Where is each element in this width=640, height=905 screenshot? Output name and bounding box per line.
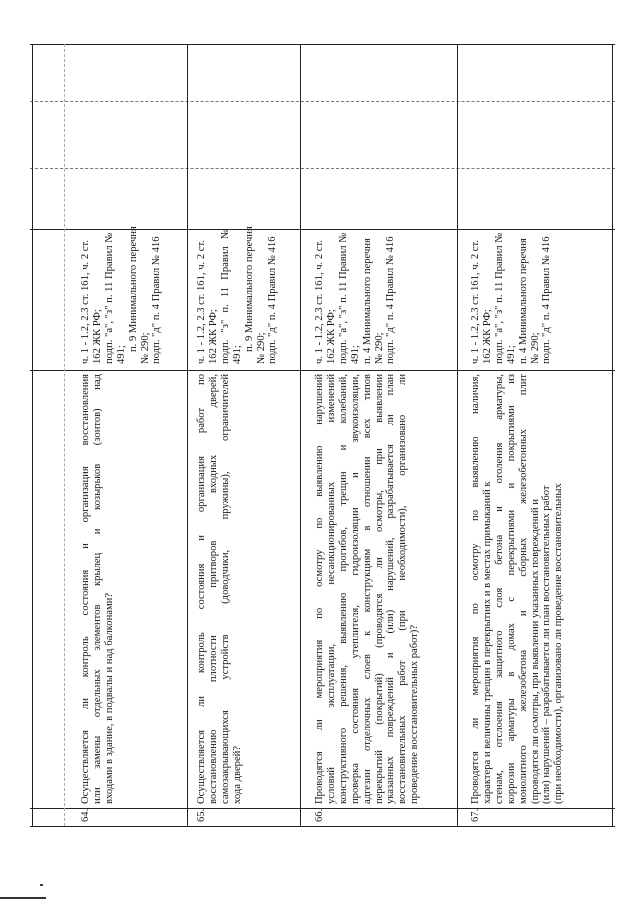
text-line: п. 9 Минимального перечня: [127, 226, 139, 352]
text-line: п. 9 Минимального перечня: [243, 226, 255, 352]
text-line: 491;: [231, 345, 243, 364]
row-separator: [187, 44, 188, 826]
scan-artifact: [40, 884, 43, 886]
text-line: коррозии арматуры в домах с перекрытиями и покрытиями из: [505, 374, 517, 804]
text-line: подп. "з" п. 11 Правил №: [219, 229, 231, 364]
table-faint-line: [64, 44, 65, 826]
text-line: проведение восстановительных работ)?: [409, 624, 421, 804]
text-line: (при необходимости), организовано ли проведение восстановительных: [553, 483, 565, 804]
row-legal-reference: [80, 226, 163, 364]
row-question-text: [196, 374, 244, 804]
table-border-left: [32, 44, 33, 826]
row-question-text: [470, 374, 565, 804]
text-line: хода дверей?: [231, 745, 243, 804]
text-line: восстановительных работ (при необходимости), организовано ли: [397, 374, 409, 804]
text-line: Осуществляется ли контроль состояния и организация работ по: [196, 374, 207, 804]
text-line: (проводятся ли осмотры, при выявлении указанных повреждений и: [529, 499, 541, 804]
column-divider-empty: [30, 168, 615, 169]
row-legal-reference: [314, 229, 397, 364]
row-number: 65.: [196, 808, 207, 822]
text-line: подп. "д" п. 4 Правил № 416: [151, 236, 163, 364]
text-line: характера и величины трещин в перекрытиях и в местах примыканий к: [481, 481, 493, 804]
table-border-bottom: [30, 826, 615, 827]
text-line: 491;: [349, 345, 361, 364]
text-line: 162 ЖК РФ;: [325, 309, 337, 364]
table-border-top: [30, 44, 615, 45]
text-line: самозакрывающихся устройств (доводчики, пружины), ограничителей: [219, 374, 231, 804]
row-number: 66.: [314, 808, 325, 822]
row-number: 64.: [80, 808, 91, 822]
row-legal-reference: [470, 229, 553, 364]
column-divider-empty: [30, 101, 615, 102]
text-line: указанных повреждений и (или) нарушений, разрабатывается ли план: [385, 374, 397, 804]
text-line: (или) нарушений – разрабатывается ли план восстановительных работ: [541, 485, 553, 804]
text-line: 162 ЖК РФ;: [207, 309, 219, 364]
text-line: перекрытий (покрытий) (проводятся ли осмотры, при выявлении: [373, 374, 385, 804]
table-border-right: [612, 44, 613, 826]
row-legal-reference: [196, 226, 279, 364]
text-line: Проводятся ли мероприятия по осмотру по выявлению наличия,: [470, 374, 481, 804]
text-line: подп. "а", "з" п. 11 Правил №: [103, 232, 115, 364]
text-line: Осуществляется ли контроль состояния и организация восстановления: [80, 374, 91, 804]
text-line: монолитного железобетона и сборных железобетонных плит: [517, 374, 529, 804]
row-separator: [457, 44, 458, 826]
column-divider-question: [30, 370, 615, 371]
text-line: № 290;: [255, 332, 267, 364]
text-line: проверка состояния утеплителя, гидроизоляции и звукоизоляции,: [349, 374, 361, 804]
row-number: 67.: [470, 808, 481, 822]
row-question-text: [80, 374, 116, 804]
text-line: подп. "д" п. 4 Правил № 416: [541, 236, 553, 364]
text-line: п. 4 Минимального перечня: [517, 238, 529, 364]
text-line: стенам, отслоения защитного слоя бетона и оголения арматуры,: [493, 374, 505, 804]
text-line: или замены отдельных элементов крылец и козырьков (зонтов) над: [91, 374, 103, 804]
text-line: ч. 1 - 1.2, 2.3 ст. 161, ч. 2 ст.: [314, 240, 325, 364]
text-line: 491;: [505, 345, 517, 364]
text-line: входами в здание, в подвалы и над балконами?: [103, 592, 115, 804]
text-line: адгезии отделочных слоев к конструкциям в отношении всех типов: [361, 374, 373, 804]
text-line: 162 ЖК РФ;: [91, 309, 103, 364]
text-line: ч. 1 - 1.2, 2.3 ст. 161, ч. 2 ст.: [196, 240, 207, 364]
text-line: ч. 1 - 1.2, 2.3 ст. 161, ч. 2 ст.: [80, 240, 91, 364]
row-separator: [300, 44, 301, 826]
text-line: подп. "д" п. 4 Правил № 416: [267, 236, 279, 364]
text-line: условий эксплуатации, несанкционированных изменений: [325, 374, 337, 804]
text-line: 491;: [115, 345, 127, 364]
text-line: п. 4 Минимального перечня: [361, 238, 373, 364]
text-line: подп. "а", "з" п. 11 Правил №: [493, 232, 505, 364]
text-line: подп. "д" п. 4 Правил № 416: [385, 236, 397, 364]
row-question-text: [314, 374, 421, 804]
text-line: восстановлению плотности притворов входных дверей,: [207, 374, 219, 804]
text-line: подп. "а", "з" п. 11 Правил №: [337, 232, 349, 364]
text-line: № 290;: [139, 332, 151, 364]
text-line: конструктивного решения, выявлению прогибов, трещин и колебаний,: [337, 374, 349, 804]
text-line: № 290;: [373, 332, 385, 364]
text-line: 162 ЖК РФ;: [481, 309, 493, 364]
scan-artifact: [0, 897, 46, 899]
text-line: Проводятся ли мероприятия по осмотру по выявлению нарушений: [314, 374, 325, 804]
text-line: № 290;: [529, 332, 541, 364]
text-line: ч. 1 - 1.2, 2.3 ст. 161, ч. 2 ст.: [470, 240, 481, 364]
